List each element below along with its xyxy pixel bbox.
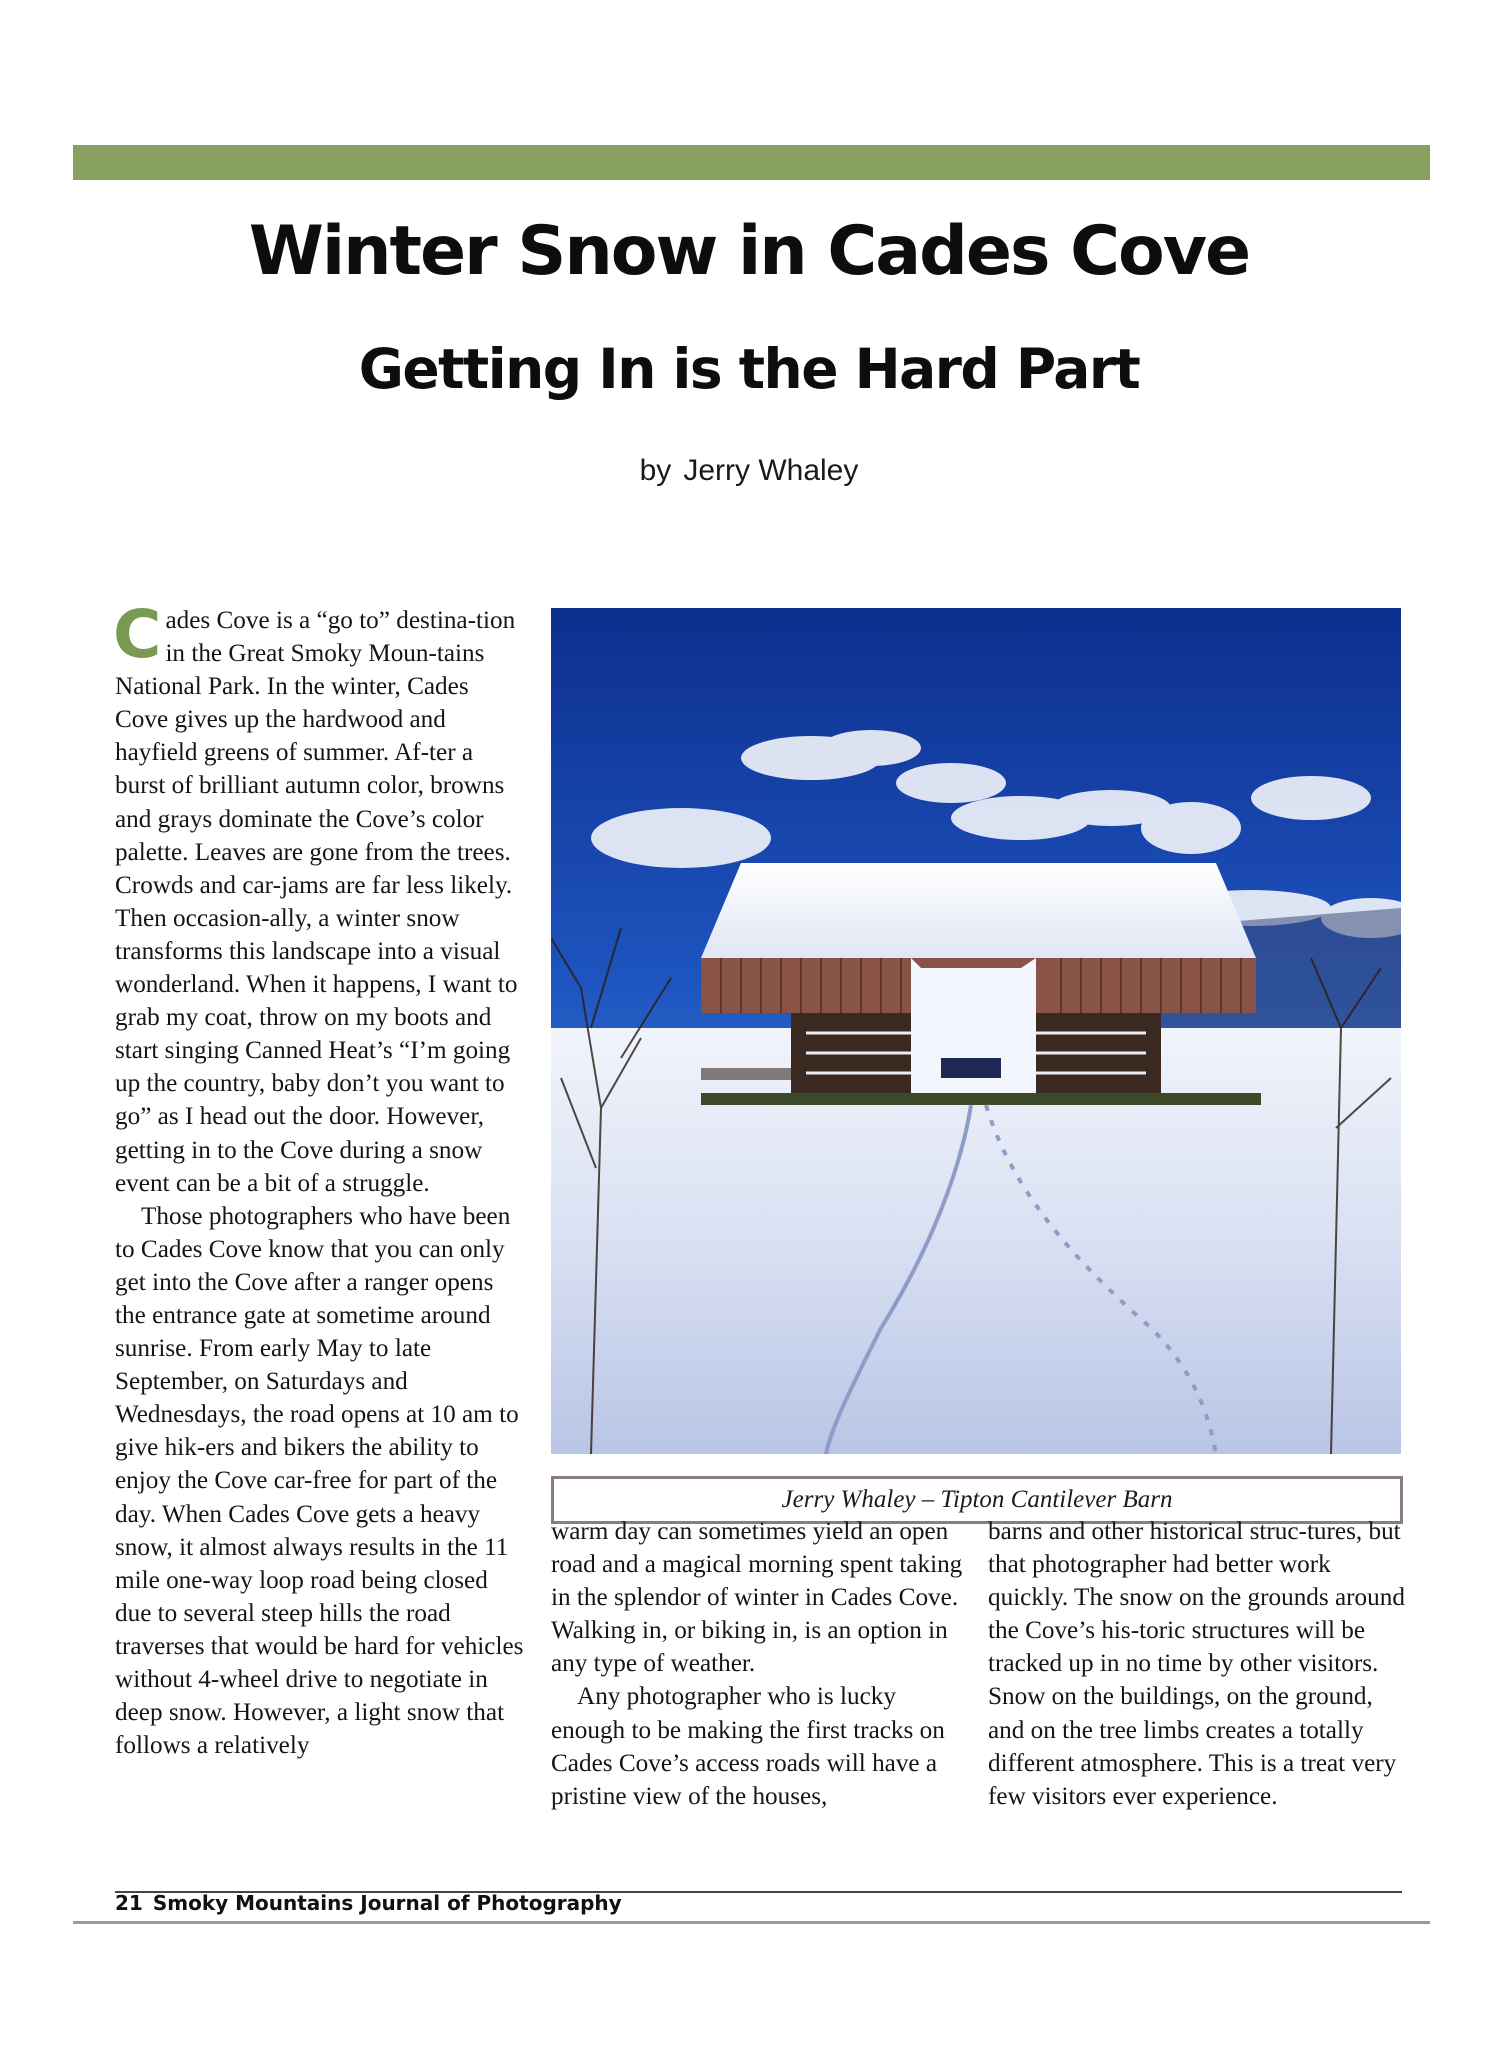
footer-bottom-rule [73, 1921, 1430, 1924]
page-number: 21 [115, 1891, 143, 1915]
text-column-right [988, 1515, 1408, 1813]
paragraph: warm day can sometimes yield an open road and a magical morning spent taking in the splendor of winter in Cades Cove. Walking in, or biking in, is an option in any type of weather. [551, 1518, 963, 1678]
drop-cap: C [113, 596, 162, 673]
text-column-left [113, 596, 527, 1762]
author-name: Jerry Whaley [683, 454, 859, 487]
barn-photo [551, 608, 1401, 1454]
byline-prefix: by [639, 454, 672, 487]
paragraph: barns and other historical struc-tures, but that photographer had better work quickly. The snow on the grounds around the Cove’s his-toric structures will be tracked up in no time by other visitors. Snow on the buildings, on the ground, and on the tree limbs creates a totally different atmosphere. This is a treat very few visitors ever experience. [988, 1518, 1405, 1810]
article-subtitle: Getting In is the Hard Part [358, 337, 1140, 401]
publication-name: Smoky Mountains Journal of Photography [152, 1891, 622, 1915]
photo-caption: Jerry Whaley – Tipton Cantilever Barn [551, 1476, 1403, 1524]
byline [0, 454, 1498, 488]
paragraph: Those photographers who have been to Cades Cove know that you can only get into the Cove after a ranger opens the entrance gate at sometime around sunrise. From early May to late September, on Saturdays and Wednesdays, the road opens at 10 am to give hik-ers and bikers the ability to enjoy the Cove car-free for part of the day. When Cades Cove gets a heavy snow, it almost always results in the 11 mile one-way loop road being closed due to several steep hills the road traverses that would be hard for vehicles without 4-wheel drive to negotiate in deep snow. However, a light snow that follows a relatively [115, 1202, 524, 1760]
page-footer [115, 1889, 622, 1917]
header-accent-bar [73, 145, 1430, 180]
text-column-middle [551, 1515, 969, 1813]
article-title: Winter Snow in Cades Cove [248, 212, 1250, 291]
paragraph: ades Cove is a “go to” destina-tion in the Great Smoky Moun-tains National Park. In the winter, Cades Cove gives up the hardwood and hayfield greens of summer. Af-ter a burst of brilliant autumn color, browns and grays dominate the Cove’s color palette. Leaves are gone from the trees. Crowds and car-jams are far less likely. Then occasion-ally, a winter snow transforms this landscape into a visual wonderland. When it happens, I want to grab my coat, throw on my boots and start singing Canned Heat’s “I’m going up the country, baby don’t you want to go” as I head out the door. However, getting in to the Cove during a snow event can be a bit of a struggle. [115, 607, 518, 1197]
paragraph: Any photographer who is lucky enough to be making the first tracks on Cades Cove’s access roads will have a pristine view of the houses, [551, 1683, 945, 1810]
